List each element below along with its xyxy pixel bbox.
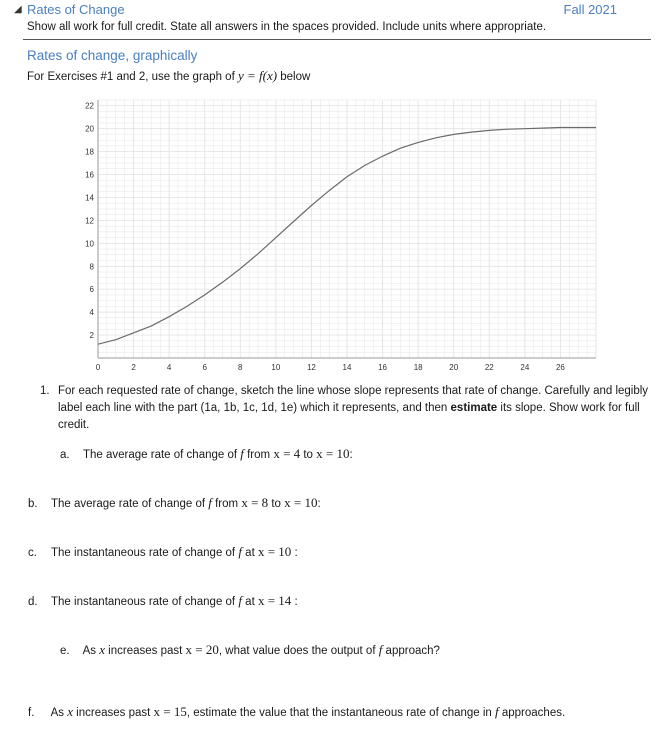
part-a-text: The average rate of change of [83, 449, 238, 461]
part-d-at: at [245, 596, 255, 608]
y-tick-label: 2 [89, 331, 94, 341]
part-b-from: from [215, 498, 239, 510]
part-a-to: to [303, 449, 313, 461]
part-b-math2: x = 10 [284, 495, 318, 510]
y-tick-label: 14 [85, 193, 94, 203]
y-tick-label: 4 [89, 308, 94, 318]
part-c-text: The instantaneous rate of change of [51, 547, 236, 559]
part-a-from: from [247, 449, 271, 461]
intro-math: y = f(x) [237, 68, 278, 83]
part-f-end: approaches. [501, 707, 566, 719]
part-f-math1: x = 15 [153, 704, 187, 719]
part-a [60, 446, 353, 462]
part-f-text: As [50, 707, 64, 719]
part-d [28, 593, 298, 609]
part-d-text: The instantaneous rate of change of [51, 596, 236, 608]
part-d-label: d. [28, 596, 38, 608]
question-1-bold-word: estimate [450, 402, 498, 414]
x-tick-label: 14 [342, 363, 352, 372]
x-tick-label: 0 [95, 363, 101, 372]
x-tick-label: 16 [378, 363, 388, 372]
part-f-label: f. [28, 707, 35, 719]
part-d-math1: x = 14 [257, 593, 292, 608]
part-a-end: : [349, 449, 353, 461]
x-tick-label: 22 [484, 363, 494, 372]
question-1 [40, 383, 652, 434]
part-b-math1: x = 8 [241, 495, 269, 510]
part-d-f: f [238, 593, 242, 608]
part-b [28, 495, 321, 511]
part-e-math1: x = 20 [185, 642, 219, 657]
part-e [60, 642, 440, 658]
x-tick-label: 24 [520, 363, 530, 372]
part-f [28, 704, 565, 720]
part-e-x: x [99, 642, 105, 657]
x-tick-label: 2 [131, 363, 136, 372]
instructions: Show all work for full credit. State all answers in the spaces provided. Include units where appropriate. [27, 21, 547, 33]
x-tick-label: 26 [555, 363, 565, 372]
collapse-triangle-icon[interactable]: ◢ [14, 4, 22, 15]
part-b-to: to [271, 498, 281, 510]
x-tick-label: 8 [238, 363, 243, 372]
part-c-at: at [245, 547, 255, 559]
part-c-f: f [238, 544, 242, 559]
x-tick-label: 10 [271, 363, 281, 372]
part-f-f: f [495, 704, 499, 719]
question-1-number: 1. [40, 385, 50, 397]
part-a-math1: x = 4 [273, 446, 301, 461]
part-c-label: c. [28, 547, 37, 559]
y-tick-label: 16 [85, 170, 94, 180]
term-label: Fall 2021 [563, 2, 617, 17]
part-e-mid2: , what value does the output of [218, 645, 376, 657]
part-e-label: e. [60, 645, 70, 657]
y-tick-label: 12 [85, 216, 94, 226]
y-tick-label: 10 [85, 239, 94, 249]
part-f-x: x [67, 704, 73, 719]
part-e-mid1: increases past [108, 645, 183, 657]
part-f-mid1: increases past [76, 707, 151, 719]
question-1-text-after: its slope. Show work for full credit. [58, 402, 640, 431]
x-tick-label: 12 [306, 363, 316, 372]
y-tick-label: 22 [85, 101, 94, 111]
intro-prefix: For Exercises #1 and 2, use the graph of [27, 71, 235, 83]
part-e-end: approach? [385, 645, 440, 657]
part-b-label: b. [28, 498, 38, 510]
x-tick-label: 4 [166, 363, 172, 372]
part-c-end: : [294, 547, 298, 559]
y-tick-label: 20 [85, 124, 94, 134]
x-tick-label: 18 [413, 363, 423, 372]
part-b-f: f [208, 495, 212, 510]
header-divider [23, 39, 651, 40]
part-e-f: f [378, 642, 383, 657]
x-tick-label: 20 [449, 363, 459, 372]
part-c-math1: x = 10 [257, 544, 292, 559]
part-a-math2: x = 10 [316, 446, 350, 461]
y-tick-label: 6 [89, 285, 94, 295]
y-tick-label: 8 [89, 262, 94, 272]
intro-suffix: below [280, 71, 311, 83]
part-f-mid2: , estimate the value that the instantaneous rate of change in [186, 707, 492, 719]
x-tick-label: 6 [202, 363, 207, 372]
part-a-label: a. [60, 449, 70, 461]
part-d-end: : [294, 596, 298, 608]
section-title: Rates of change, graphically [27, 48, 198, 63]
part-e-text: As [82, 645, 96, 657]
page-title: Rates of Change [27, 2, 125, 17]
part-c [28, 544, 298, 560]
part-a-f: f [240, 446, 244, 461]
y-tick-label: 18 [85, 147, 94, 157]
function-graph [78, 96, 600, 372]
part-b-end: : [317, 498, 321, 510]
part-b-text: The average rate of change of [51, 498, 206, 510]
question-1-text-before: For each requested rate of change, sketch the line whose slope represents that rate of change. Carefully and legibly label each line with the part (1a, 1b, 1c, 1d, 1e) which it represents, and then [58, 385, 649, 414]
section-intro [27, 68, 310, 84]
